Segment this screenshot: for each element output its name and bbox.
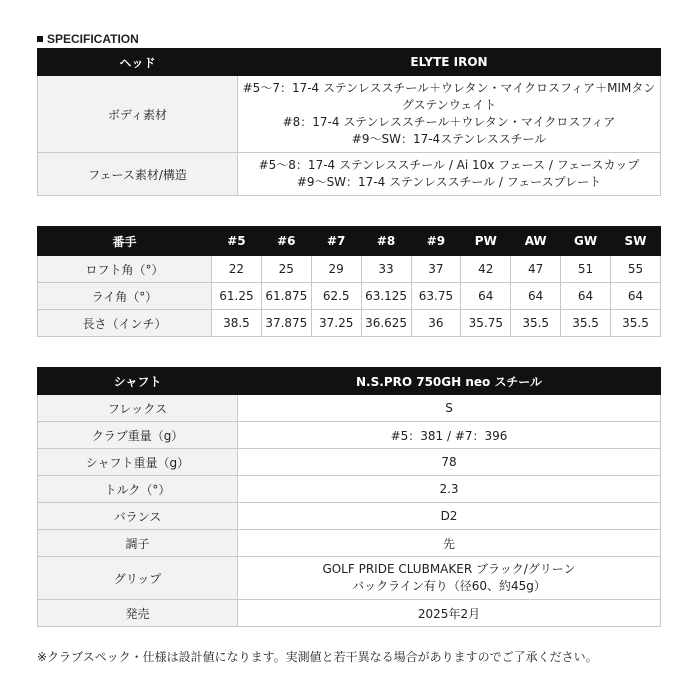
value-line: #9～SW：17-4 ステンレススチール / フェースプレート bbox=[296, 175, 602, 189]
table-row bbox=[38, 256, 661, 283]
value-line: S bbox=[445, 401, 453, 415]
row-label: バランス bbox=[38, 503, 238, 530]
table-row bbox=[38, 76, 661, 153]
body-material-value bbox=[238, 76, 661, 153]
table-row bbox=[38, 503, 661, 530]
face-material-value bbox=[238, 153, 661, 196]
table-cell: 37.25 bbox=[311, 310, 361, 337]
value-line: バックライン有り（径60、約45g） bbox=[352, 579, 546, 593]
table-cell: 35.5 bbox=[511, 310, 561, 337]
table-cell: 35.5 bbox=[611, 310, 661, 337]
table-cell: 61.875 bbox=[261, 283, 311, 310]
table-cell: 38.5 bbox=[212, 310, 262, 337]
value-line: #8：17-4 ステンレススチール＋ウレタン・マイクロスフィア bbox=[282, 115, 616, 129]
column-header: #8 bbox=[361, 227, 411, 256]
value-line: #5～8：17-4 ステンレススチール / Ai 10x フェース / フェースカップ bbox=[258, 158, 640, 172]
row-value bbox=[238, 449, 661, 476]
table-cell: 36.625 bbox=[361, 310, 411, 337]
table-cell: 64 bbox=[561, 283, 611, 310]
table-cell: 33 bbox=[361, 256, 411, 283]
column-header: GW bbox=[561, 227, 611, 256]
table-row bbox=[38, 283, 661, 310]
table-cell: 55 bbox=[611, 256, 661, 283]
value-line: #9～SW：17-4ステンレススチール bbox=[351, 132, 547, 146]
row-value bbox=[238, 557, 661, 600]
column-header: PW bbox=[461, 227, 511, 256]
table-cell: 29 bbox=[311, 256, 361, 283]
column-header: AW bbox=[511, 227, 561, 256]
table-cell: 35.5 bbox=[561, 310, 611, 337]
table-cell: 47 bbox=[511, 256, 561, 283]
value-line: 2.3 bbox=[439, 482, 459, 496]
column-header: #5 bbox=[212, 227, 262, 256]
value-line: D2 bbox=[440, 509, 458, 523]
section-title bbox=[37, 30, 661, 48]
table-row bbox=[38, 422, 661, 449]
number-table-header bbox=[38, 227, 661, 256]
table-cell: 42 bbox=[461, 256, 511, 283]
table-cell: 63.75 bbox=[411, 283, 461, 310]
row-value bbox=[238, 503, 661, 530]
column-header: #7 bbox=[311, 227, 361, 256]
row-label: 調子 bbox=[38, 530, 238, 557]
head-spec-table bbox=[37, 48, 661, 196]
row-label: 長さ（インチ） bbox=[38, 310, 212, 337]
table-cell: 64 bbox=[611, 283, 661, 310]
footnote: ※クラブスペック・仕様は設計値になります。実測値と若干異なる場合がありますのでご了承ください。 bbox=[37, 650, 598, 664]
table-row bbox=[38, 530, 661, 557]
row-value bbox=[238, 600, 661, 627]
row-label: ライ角（°） bbox=[38, 283, 212, 310]
row-value bbox=[238, 530, 661, 557]
shaft-header-value: N.S.PRO 750GH neo スチール bbox=[238, 368, 661, 395]
table-cell: 37.875 bbox=[261, 310, 311, 337]
table-cell: 35.75 bbox=[461, 310, 511, 337]
table-row bbox=[38, 600, 661, 627]
table-cell: 64 bbox=[511, 283, 561, 310]
table-row bbox=[38, 153, 661, 196]
table-row bbox=[38, 557, 661, 600]
table-row bbox=[38, 310, 661, 337]
value-line: 2025年2月 bbox=[417, 606, 481, 621]
club-number-table bbox=[37, 226, 661, 337]
row-label: シャフト重量（g） bbox=[38, 449, 238, 476]
value-line: #5：381 / #7：396 bbox=[390, 428, 508, 443]
number-header-label: 番手 bbox=[38, 227, 212, 256]
value-line: #5～7：17-4 ステンレススチール＋ウレタン・マイクロスフィア＋MIMタン bbox=[242, 81, 656, 95]
row-value bbox=[238, 395, 661, 422]
table-row bbox=[38, 395, 661, 422]
row-label: フェース素材/構造 bbox=[38, 153, 238, 196]
section-title-text: SPECIFICATION bbox=[47, 32, 139, 46]
spec-container bbox=[37, 30, 661, 627]
head-table-header bbox=[38, 49, 661, 76]
row-label: トルク（°） bbox=[38, 476, 238, 503]
row-label: ボディ素材 bbox=[38, 76, 238, 153]
value-line: 78 bbox=[441, 455, 457, 469]
table-cell: 63.125 bbox=[361, 283, 411, 310]
row-value bbox=[238, 476, 661, 503]
row-label: ロフト角（°） bbox=[38, 256, 212, 283]
head-header-label: ヘッド bbox=[38, 49, 238, 76]
row-label: フレックス bbox=[38, 395, 238, 422]
row-label: グリップ bbox=[38, 557, 238, 600]
table-cell: 61.25 bbox=[212, 283, 262, 310]
value-line: グステンウェイト bbox=[401, 98, 497, 112]
value-line: GOLF PRIDE CLUBMAKER ブラック/グリーン bbox=[322, 562, 576, 576]
row-label: 発売 bbox=[38, 600, 238, 627]
shaft-table-header bbox=[38, 368, 661, 395]
square-bullet-icon bbox=[37, 36, 43, 42]
table-cell: 36 bbox=[411, 310, 461, 337]
table-row bbox=[38, 449, 661, 476]
shaft-header-label: シャフト bbox=[38, 368, 238, 395]
column-header: #9 bbox=[411, 227, 461, 256]
table-row bbox=[38, 476, 661, 503]
table-cell: 37 bbox=[411, 256, 461, 283]
shaft-spec-table bbox=[37, 367, 661, 627]
table-cell: 64 bbox=[461, 283, 511, 310]
column-header: #6 bbox=[261, 227, 311, 256]
column-header: SW bbox=[611, 227, 661, 256]
table-cell: 25 bbox=[261, 256, 311, 283]
row-label: クラブ重量（g） bbox=[38, 422, 238, 449]
row-value bbox=[238, 422, 661, 449]
table-cell: 62.5 bbox=[311, 283, 361, 310]
table-cell: 51 bbox=[561, 256, 611, 283]
value-line: 先 bbox=[442, 536, 455, 551]
head-header-value: ELYTE IRON bbox=[238, 49, 661, 76]
table-cell: 22 bbox=[212, 256, 262, 283]
